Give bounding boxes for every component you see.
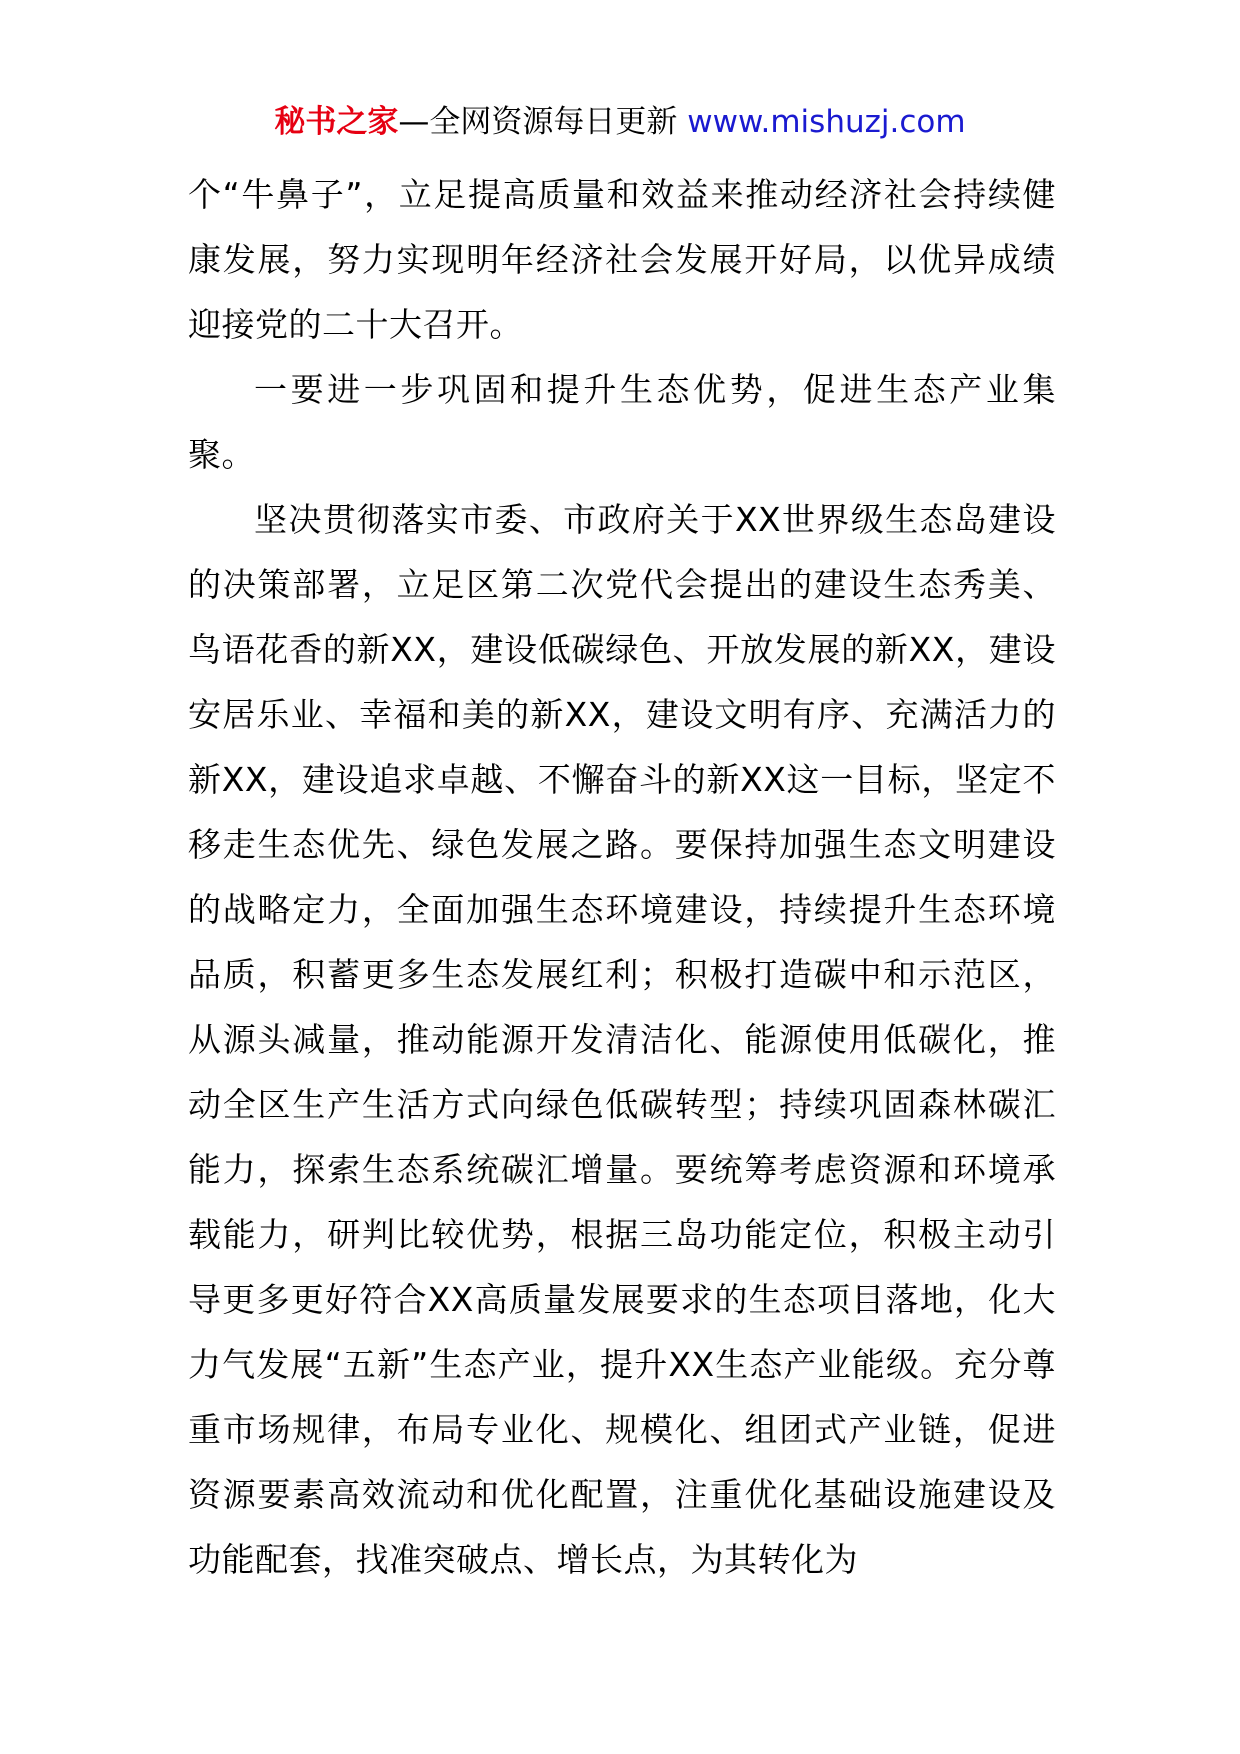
- website-link[interactable]: www.mishuzj.com: [687, 104, 966, 140]
- page-header: [0, 100, 1240, 144]
- brand-name: 秘书之家: [274, 104, 399, 140]
- document-body: [188, 162, 1056, 1592]
- header-slogan: —全网资源每日更新: [398, 104, 688, 140]
- section-heading-paragraph: 一要进一步巩固和提升生态优势，促进生态产业集聚。: [188, 370, 1056, 474]
- paragraph-continuation: 个“牛鼻子”，立足提高质量和效益来推动经济社会持续健康发展，努力实现明年经济社会发展开好局，以优异成绩迎接党的二十大召开。: [188, 175, 1056, 344]
- body-paragraph: 坚决贯彻落实市委、市政府关于XX世界级生态岛建设的决策部署，立足区第二次党代会提出的建设生态秀美、鸟语花香的新XX，建设低碳绿色、开放发展的新XX，建设安居乐业、幸福和美的新XX，建设文明有序、充满活力的新XX，建设追求卓越、不懈奋斗的新XX这一目标，坚定不移走生态优先、绿色发展之路。要保持加强生态文明建设的战略定力，全面加强生态环境建设，持续提升生态环境品质，积蓄更多生态发展红利；积极打造碳中和示范区，从源头减量，推动能源开发清洁化、能源使用低碳化，推动全区生产生活方式向绿色低碳转型；持续巩固森林碳汇能力，探索生态系统碳汇增量。要统筹考虑资源和环境承载能力，研判比较优势，根据三岛功能定位，积极主动引导更多更好符合XX高质量发展要求的生态项目落地，化大力气发展“五新”生态产业，提升XX生态产业能级。充分尊重市场规律，布局专业化、规模化、组团式产业链，促进资源要素高效流动和优化配置，注重优化基础设施建设及功能配套，找准突破点、增长点，为其转化为: [188, 500, 1056, 1579]
